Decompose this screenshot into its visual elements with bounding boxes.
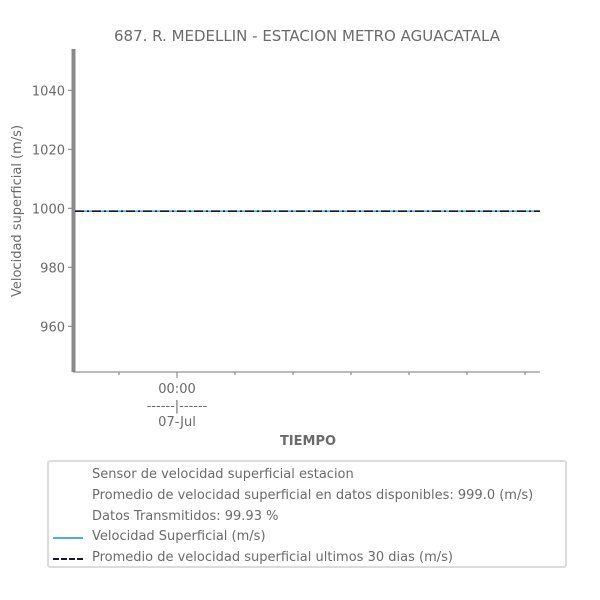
- y-axis-spine-band: [72, 49, 76, 372]
- y-tick-label: 980: [40, 261, 65, 277]
- legend-entry-sensor: [49, 465, 565, 486]
- legend-label: Promedio de velocidad superficial ultimos 30 dias (m/s): [92, 550, 453, 566]
- legend-entry-velocity: [49, 527, 565, 548]
- y-tick-label: 960: [40, 320, 65, 336]
- y-tick-label: 1040: [31, 84, 65, 100]
- legend-entry-transmitted: [49, 507, 565, 528]
- legend-label: Datos Transmitidos: 99.93 %: [92, 508, 279, 524]
- y-tick-label: 1020: [31, 143, 65, 159]
- x-tick-time: 00:00: [158, 382, 196, 397]
- y-axis-label: Velocidad superficial (m/s): [10, 124, 25, 298]
- x-tick-separator: ------|------: [146, 399, 208, 414]
- chart-title: 687. R. MEDELLIN - ESTACION METRO AGUACATALA: [113, 27, 501, 45]
- legend-swatch-dashdot-line: [53, 558, 83, 560]
- legend-label: Promedio de velocidad superficial en datos disponibles: 999.0 (m/s): [92, 487, 534, 503]
- y-tick-label: 1000: [31, 202, 65, 218]
- y-axis-ticks: [32, 84, 73, 335]
- x-tick-date: 07-Jul: [158, 415, 196, 430]
- legend-swatch-solid-line: [53, 537, 83, 539]
- legend-label: Velocidad Superficial (m/s): [92, 529, 266, 545]
- legend-label: Sensor de velocidad superficial estacion: [92, 467, 354, 482]
- legend-entry-average: [49, 486, 565, 507]
- x-axis-label: TIEMPO: [279, 434, 337, 449]
- legend-entry-30day-average: [49, 548, 565, 569]
- legend: [47, 460, 567, 568]
